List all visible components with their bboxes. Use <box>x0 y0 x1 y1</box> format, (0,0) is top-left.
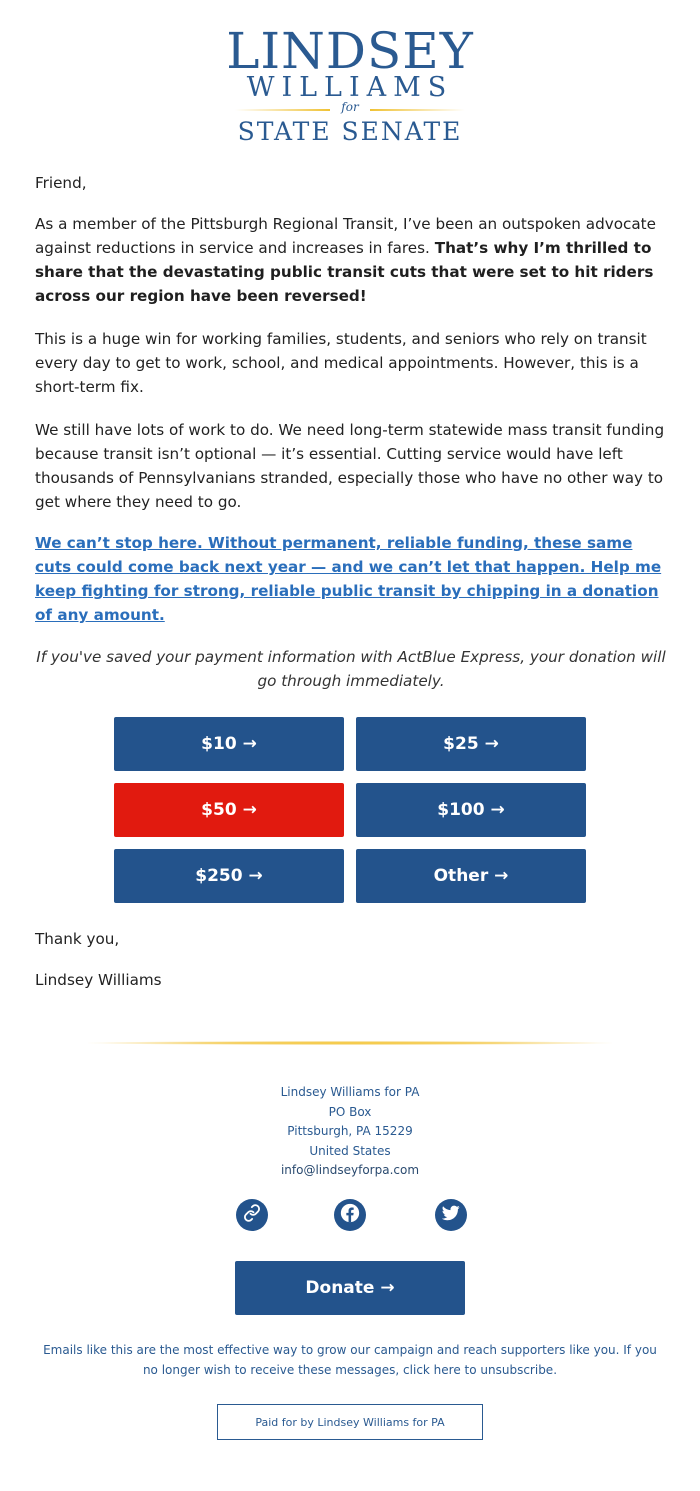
footer-po-box: PO Box <box>328 1104 372 1119</box>
logo-rule-right <box>370 109 465 111</box>
logo-office: STATE SENATE <box>237 117 463 146</box>
facebook-icon <box>339 1202 361 1228</box>
facebook-button[interactable] <box>334 1199 366 1231</box>
greeting <box>35 171 667 195</box>
footer-org: Lindsey Williams for PA <box>280 1085 420 1099</box>
cta-paragraph <box>35 531 667 627</box>
paragraph-2-text: This is a huge win for working families, students, and seniors who rely on transit every day to get to work, school, and medical appointments. However, this is a short-term fix. <box>35 330 647 396</box>
paragraph-1 <box>35 212 667 308</box>
paragraph-3 <box>35 418 667 514</box>
signature-text: Lindsey Williams <box>35 971 162 989</box>
footer-email-link[interactable]: info@lindseyforpa.com <box>280 1163 420 1177</box>
paragraph-2 <box>35 327 667 399</box>
actblue-express-note <box>35 645 667 693</box>
footer-city: Pittsburgh, PA 15229 <box>287 1124 413 1138</box>
sign-off-text: Thank you, <box>35 930 120 948</box>
actblue-express-note-text: If you've saved your payment information with ActBlue Express, your donation will go through immediately. <box>36 648 666 690</box>
greeting-text: Friend, <box>35 174 87 192</box>
logo-for: for <box>341 100 359 114</box>
paragraph-1-text <box>35 212 667 308</box>
link-icon <box>243 1204 261 1226</box>
donate-50-button[interactable]: $50 → <box>114 783 344 837</box>
footer-country: United States <box>309 1143 391 1158</box>
website-link-button[interactable] <box>236 1199 268 1231</box>
donate-100-button[interactable]: $100 → <box>356 783 586 837</box>
donate-cta-link[interactable]: We can’t stop here. Without permanent, reliable funding, these same cuts could come back next year — and we can’t let that happen. Help me keep fighting for strong, reliable public transit by chipping in a donation of any amount. <box>35 534 662 624</box>
paid-for-disclaimer: Paid for by Lindsey Williams for PA <box>217 1404 483 1440</box>
campaign-logo <box>0 22 700 146</box>
paragraph-1-normal: As a member of the Pittsburgh Regional Transit, I’ve been an outspoken advocate against reductions in service and increases in fares. <box>35 215 656 257</box>
logo-for-row <box>235 102 465 118</box>
signature <box>35 968 667 992</box>
logo-name-last: WILLIAMS <box>246 72 454 103</box>
paragraph-3-text: We still have lots of work to do. We need long-term statewide mass transit funding because transit isn’t optional — it’s essential. Cutting service would have left thousands of Pennsylvanians stranded, especially those who have no other way to get where they need to go. <box>35 421 665 511</box>
twitter-icon <box>442 1205 460 1225</box>
sign-off <box>35 927 667 951</box>
gold-divider <box>88 1041 612 1045</box>
legal-text <box>40 1340 660 1380</box>
legal-text-body: Emails like this are the most effective way to grow our campaign and reach supporters like you. If you no longer wish to receive these messages, <box>43 1343 657 1377</box>
paragraph-1-bold: That’s why I’m thrilled to share that the devastating public transit cuts that were set to hit riders across our region have been reversed! <box>35 239 654 305</box>
unsubscribe-link[interactable]: click here to unsubscribe <box>403 1363 554 1377</box>
footer-address <box>0 1083 700 1181</box>
donate-10-button[interactable]: $10 → <box>114 717 344 771</box>
donate-25-button[interactable]: $25 → <box>356 717 586 771</box>
donate-other-button[interactable]: Other → <box>356 849 586 903</box>
twitter-button[interactable] <box>435 1199 467 1231</box>
donate-250-button[interactable]: $250 → <box>114 849 344 903</box>
legal-text-end: . <box>553 1363 558 1377</box>
logo-name-first: LINDSEY <box>226 22 474 80</box>
logo-rule-left <box>235 109 330 111</box>
footer-donate-button[interactable]: Donate → <box>235 1261 465 1315</box>
